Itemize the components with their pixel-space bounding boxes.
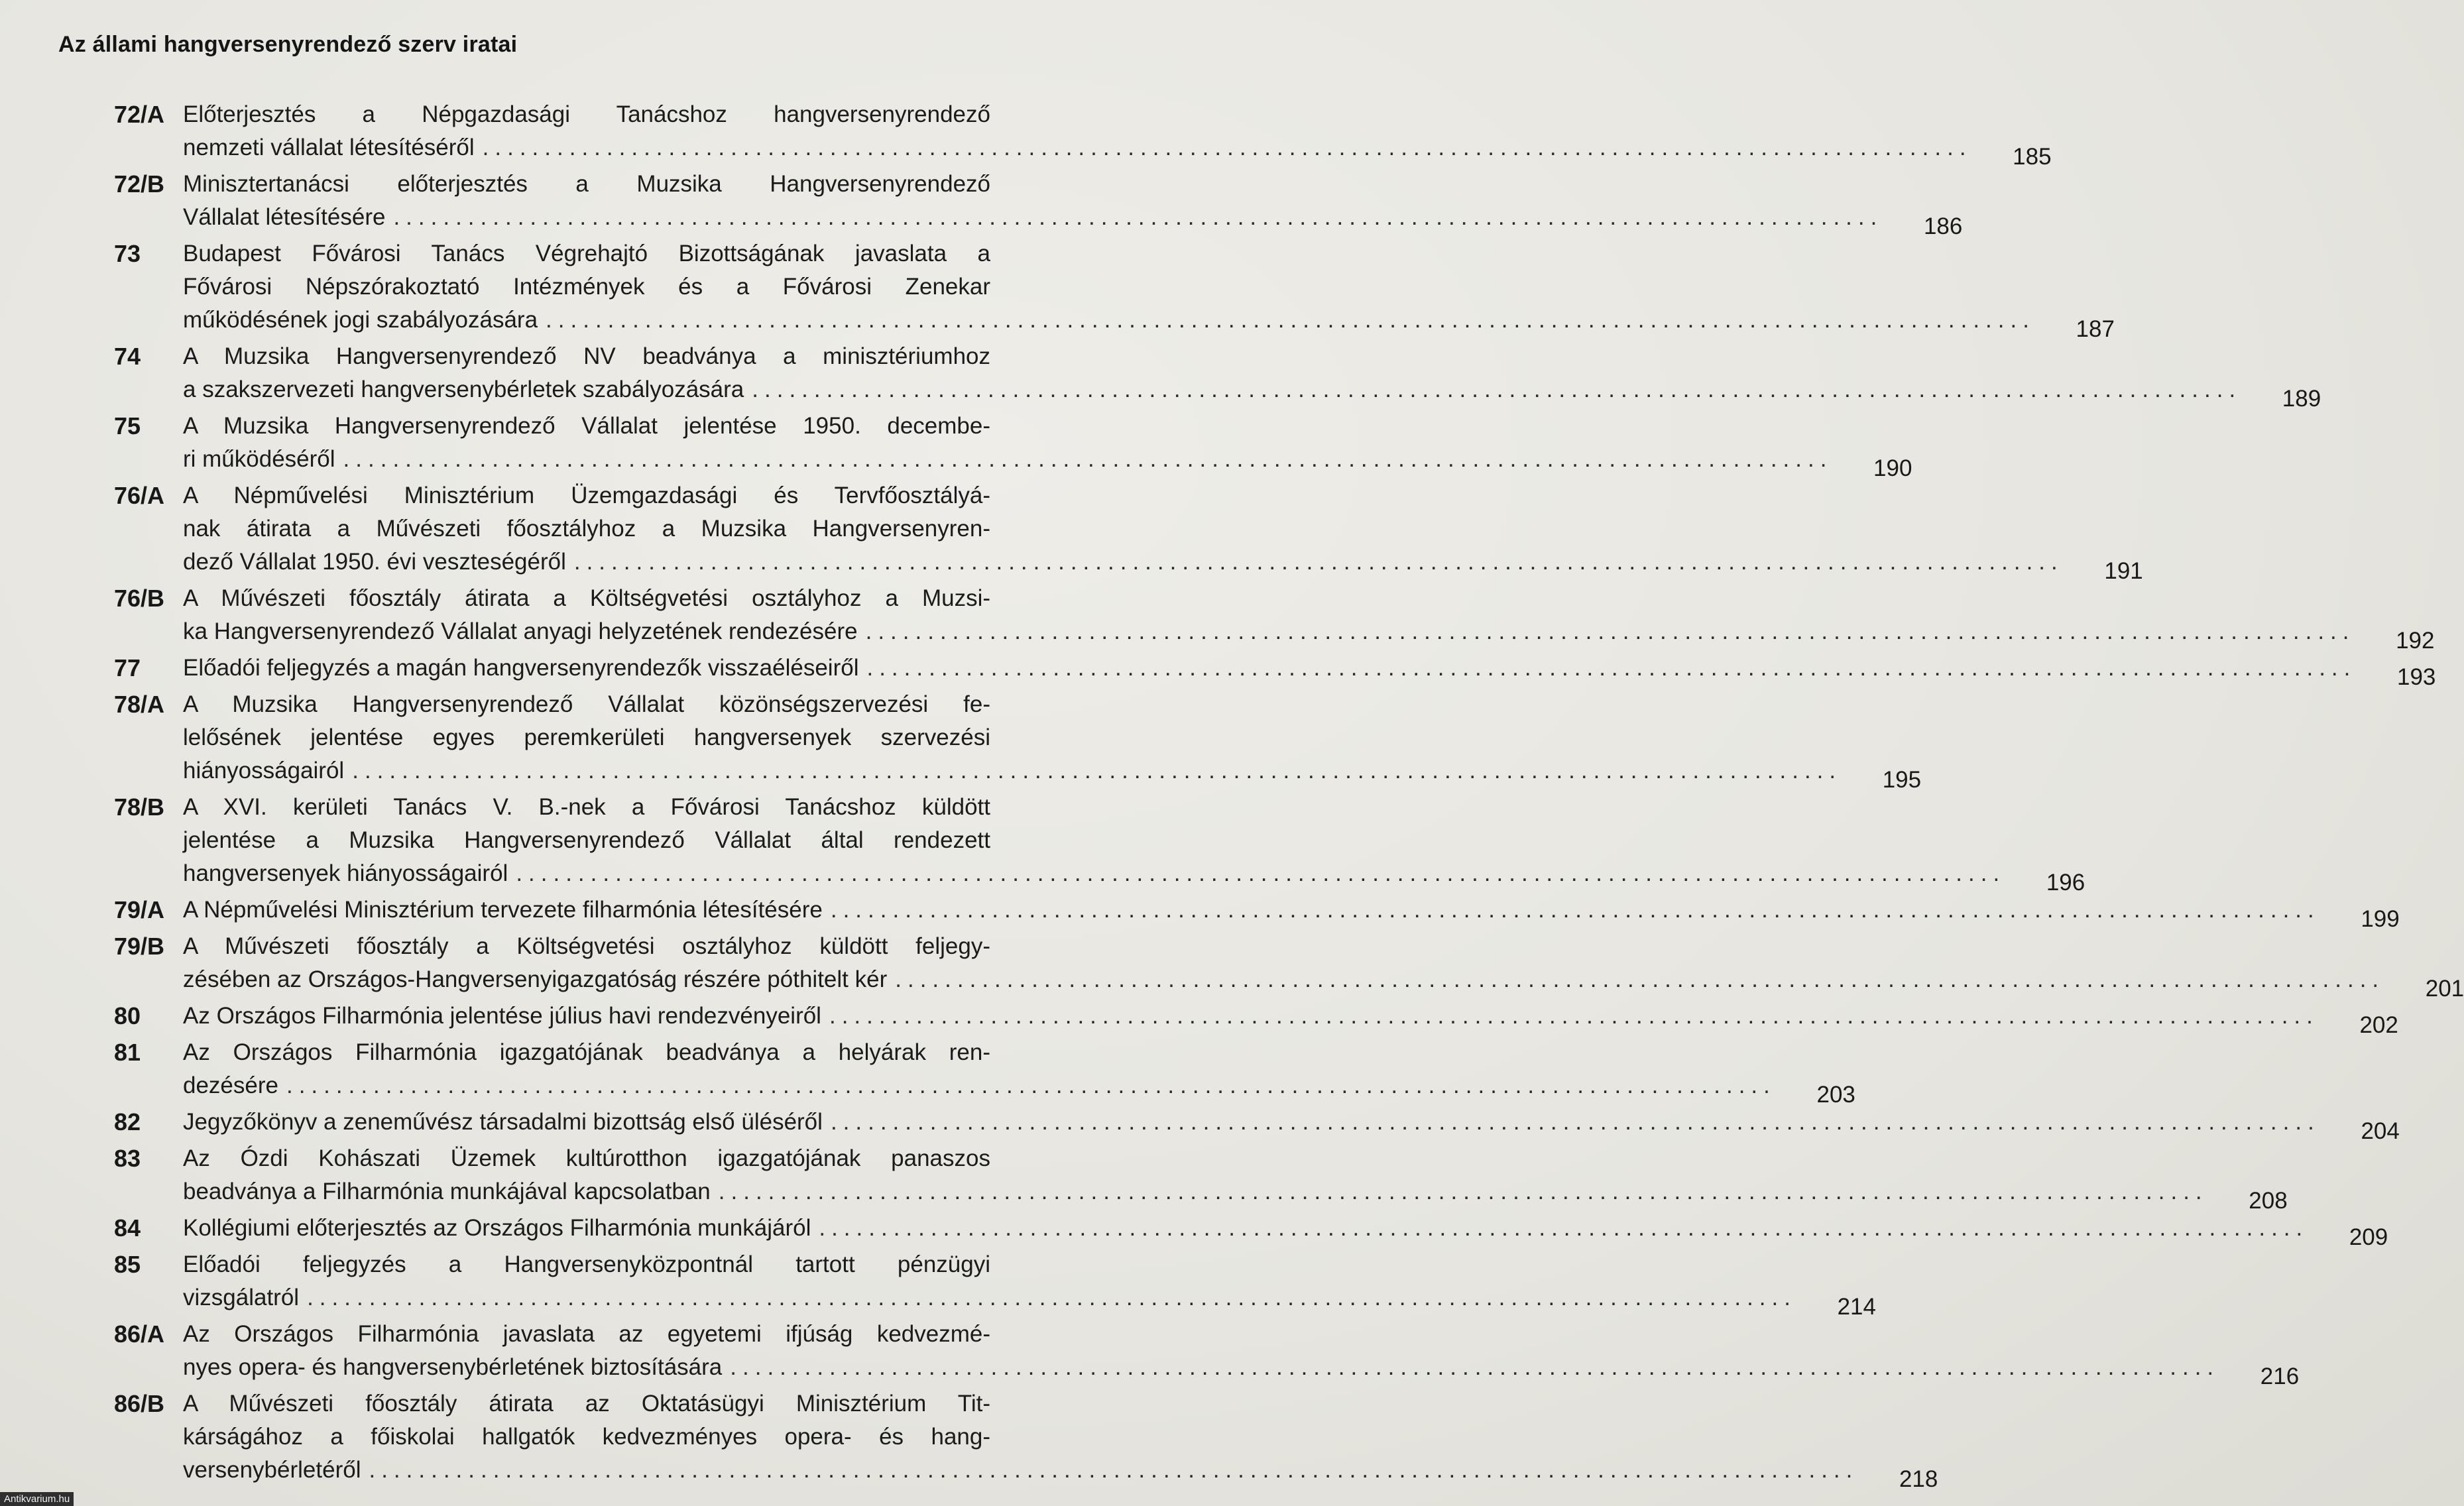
dot-leader: ........................................................................................................................: [286, 1072, 1776, 1098]
title-last-line: [183, 1000, 2398, 1038]
title-last-line: [183, 1106, 2400, 1144]
title-last-line: [183, 1281, 1876, 1320]
title-line: Budapest Fővárosi Tanács Végrehajtó Bizottságának javaslata a: [183, 241, 990, 266]
title-last-line: [183, 652, 2436, 690]
dot-leader: ........................................................................................................................: [866, 655, 2357, 681]
dot-leader: ........................................................................................................................: [393, 204, 1883, 230]
toc-entry: [114, 479, 2143, 584]
title-line: vizsgálatról: [183, 1285, 300, 1310]
watermark: Antikvarium.hu: [0, 1492, 74, 1506]
title-line: beadványa a Filharmónia munkájával kapcsolatban: [183, 1179, 711, 1204]
document-number: 85: [114, 1251, 141, 1278]
dot-leader: ........................................................................................................................: [819, 1215, 2309, 1241]
dot-leader: ........................................................................................................................: [895, 966, 2385, 992]
entry-title: [183, 582, 2435, 654]
entry-title: [183, 1318, 2300, 1389]
title-line: dező Vállalat 1950. évi veszteségéről: [183, 549, 566, 575]
document-number: 80: [114, 1002, 141, 1029]
title-line: A Muzsika Hangversenyrendező NV beadványa a minisztériumhoz: [183, 343, 990, 369]
toc-entry: [114, 410, 1912, 481]
title-line: Előadói feljegyzés a Hangversenyközpontnál tartott pénzügyi: [183, 1251, 990, 1277]
dot-leader: ........................................................................................................................: [573, 549, 2064, 575]
toc-entry: [114, 1212, 2388, 1250]
title-line: A XVI. kerületi Tanács V. B.-nek a Fővárosi Tanácshoz küldött: [183, 794, 990, 820]
title-line: zésében az Országos-Hangversenyigazgatóság részére póthitelt kér: [183, 966, 888, 992]
toc-entry: [114, 98, 2052, 170]
page-number: 199: [2361, 906, 2400, 932]
title-last-line: [183, 963, 2464, 1002]
toc-entry: [114, 340, 2321, 412]
entry-title: [183, 1142, 2288, 1214]
toc-entry: [114, 652, 2436, 690]
title-last-line: [183, 131, 2052, 170]
toc-entry: [114, 168, 1963, 239]
title-line: Fővárosi Népszórakoztató Intézmények és a Fővárosi Zenekar: [183, 274, 990, 300]
title-line: A Művészeti főosztály a Költségvetési osztályhoz küldött feljegy-: [183, 933, 990, 959]
document-number: 84: [114, 1214, 141, 1242]
title-last-line: [183, 546, 2143, 584]
toc-entry: [114, 688, 1922, 793]
title-line: lelősének jelentése egyes peremkerületi hangversenyek szervezési: [183, 724, 990, 750]
page-number: 185: [2013, 144, 2052, 170]
title-line: ri működéséről: [183, 446, 335, 472]
title-line: A Művészeti főosztály átirata a Költségvetési osztályhoz a Muzsi-: [183, 585, 990, 611]
toc-entry: [114, 930, 2464, 1002]
entry-title: [183, 98, 2052, 170]
page-number: 203: [1816, 1082, 1855, 1108]
dot-leader: ........................................................................................................................: [482, 135, 1972, 160]
title-line: Előterjesztés a Népgazdasági Tanácshoz hangversenyrendező: [183, 101, 990, 127]
title-last-line: [183, 1212, 2388, 1250]
title-line: Az Országos Filharmónia igazgatójának beadványa a helyárak ren-: [183, 1039, 990, 1065]
title-line: jelentése a Muzsika Hangversenyrendező Vállalat által rendezett: [183, 827, 990, 853]
entry-title: [183, 930, 2464, 1002]
toc-entry: [114, 237, 2115, 342]
title-line: kárságához a főiskolai hallgatók kedvezményes opera- és hang-: [183, 1424, 990, 1450]
document-number: 73: [114, 240, 141, 267]
entry-title: [183, 340, 2321, 412]
title-line: nemzeti vállalat létesítéséről: [183, 135, 475, 160]
dot-leader: ........................................................................................................................: [829, 1003, 2319, 1029]
title-line: Jegyzőkönyv a zeneművész társadalmi bizottság első üléséről: [183, 1109, 823, 1135]
page-number: 216: [2260, 1363, 2300, 1389]
document-number: 78/B: [114, 793, 165, 821]
dot-leader: ........................................................................................................................: [369, 1457, 1859, 1483]
dot-leader: ........................................................................................................................: [730, 1354, 2220, 1380]
title-last-line: [183, 754, 1922, 793]
document-number: 75: [114, 412, 141, 439]
title-line: Minisztertanácsi előterjesztés a Muzsika Hangversenyrendező: [183, 171, 990, 197]
title-line: működésének jogi szabályozására: [183, 307, 538, 333]
title-line: nyes opera- és hangversenybérletének biztosítására: [183, 1354, 723, 1380]
entry-title: [183, 652, 2436, 690]
title-line: versenybérletéről: [183, 1457, 361, 1483]
title-last-line: [183, 443, 1912, 481]
dot-leader: ........................................................................................................................: [516, 860, 2006, 886]
document-number: 86/A: [114, 1320, 165, 1348]
toc-entry: [114, 1318, 2300, 1389]
entry-title: [183, 791, 2085, 896]
page-number: 218: [1899, 1466, 1938, 1492]
title-line: Az Országos Filharmónia jelentése július havi rendezvényeiről: [183, 1003, 821, 1029]
document-number: 76/A: [114, 482, 165, 509]
title-line: A Muzsika Hangversenyrendező Vállalat közönségszervezési fe-: [183, 691, 990, 717]
page-number: 201: [2425, 976, 2464, 1002]
document-number: 79/A: [114, 896, 165, 923]
toc-entry: [114, 1106, 2400, 1144]
entry-title: [183, 479, 2143, 584]
toc-entry: [114, 1036, 1855, 1108]
title-line: hiányosságairól: [183, 758, 345, 783]
page-number: 209: [2349, 1224, 2388, 1250]
page-number: 196: [2046, 870, 2085, 896]
page-heading: Az állami hangversenyrendező szerv iratai: [58, 32, 518, 57]
document-number: 86/B: [114, 1390, 165, 1417]
entry-title: [183, 1387, 1938, 1492]
dot-leader: ........................................................................................................................: [830, 897, 2320, 923]
title-last-line: [183, 1069, 1855, 1108]
title-line: Vállalat létesítésére: [183, 204, 386, 230]
entry-title: [183, 688, 1922, 793]
toc-entry: [114, 894, 2400, 932]
document-number: 74: [114, 343, 141, 370]
dot-leader: ........................................................................................................................: [830, 1109, 2320, 1135]
toc-entry: [114, 791, 2085, 896]
document-number: 82: [114, 1108, 141, 1135]
document-number: 83: [114, 1145, 141, 1172]
document-number: 72/B: [114, 170, 165, 198]
document-number: 78/A: [114, 691, 165, 718]
table-of-contents: [114, 98, 2464, 1492]
document-number: 72/A: [114, 101, 165, 128]
dot-leader: ........................................................................................................................: [343, 446, 1833, 472]
dot-leader: ........................................................................................................................: [352, 758, 1842, 783]
title-last-line: [183, 1454, 1938, 1492]
toc-entry: [114, 1142, 2288, 1214]
title-last-line: [183, 857, 2085, 896]
title-line: hangversenyek hiányosságairól: [183, 860, 508, 886]
dot-leader: ........................................................................................................................: [752, 376, 2242, 402]
dot-leader: ........................................................................................................................: [307, 1285, 1796, 1310]
title-line: A Muzsika Hangversenyrendező Vállalat jelentése 1950. decembe-: [183, 413, 990, 439]
title-last-line: [183, 201, 1963, 239]
title-last-line: [183, 615, 2435, 654]
title-line: A Népművelési Minisztérium tervezete filharmónia létesítésére: [183, 897, 823, 923]
title-line: A Népművelési Minisztérium Üzemgazdasági és Tervfőosztályá-: [183, 483, 990, 508]
page-number: 189: [2282, 386, 2321, 412]
document-number: 79/B: [114, 933, 165, 960]
entry-title: [183, 168, 1963, 239]
page-number: 192: [2396, 628, 2435, 654]
toc-entry: [114, 582, 2435, 654]
title-line: Kollégiumi előterjesztés az Országos Filharmónia munkájáról: [183, 1215, 811, 1241]
document-number: 77: [114, 654, 141, 681]
page-number: 193: [2396, 664, 2436, 690]
entry-title: [183, 410, 1912, 481]
title-last-line: [183, 373, 2321, 412]
entry-title: [183, 1036, 1855, 1108]
dot-leader: ........................................................................................................................: [865, 618, 2355, 644]
page-number: 195: [1882, 767, 1922, 793]
page-number: 208: [2249, 1188, 2288, 1214]
page-number: 214: [1837, 1294, 1876, 1320]
toc-entry: [114, 1248, 1876, 1320]
title-line: nak átirata a Művészeti főosztályhoz a Muzsika Hangversenyren-: [183, 516, 990, 542]
page-number: 202: [2359, 1012, 2398, 1038]
title-line: Előadói feljegyzés a magán hangversenyrendezők visszaéléseiről: [183, 655, 859, 681]
title-line: A Művészeti főosztály átirata az Oktatásügyi Minisztérium Tit-: [183, 1391, 990, 1417]
title-line: ka Hangversenyrendező Vállalat anyagi helyzetének rendezésére: [183, 618, 858, 644]
title-last-line: [183, 304, 2115, 342]
dot-leader: ........................................................................................................................: [546, 307, 2035, 333]
title-line: Az Országos Filharmónia javaslata az egyetemi ifjúság kedvezmé-: [183, 1321, 990, 1347]
page-number: 190: [1873, 455, 1912, 481]
toc-entry: [114, 1387, 1938, 1492]
page-number: 186: [1923, 213, 1963, 239]
entry-title: [183, 1248, 1876, 1320]
page-number: 204: [2361, 1118, 2400, 1144]
page-number: 187: [2076, 316, 2115, 342]
entry-title: [183, 237, 2115, 342]
title-line: a szakszervezeti hangversenybérletek szabályozására: [183, 376, 744, 402]
dot-leader: ........................................................................................................................: [718, 1179, 2208, 1204]
toc-entry: [114, 1000, 2398, 1038]
title-line: Az Ózdi Kohászati Üzemek kultúrotthon igazgatójának panaszos: [183, 1145, 990, 1171]
title-last-line: [183, 1175, 2288, 1214]
entry-title: [183, 1106, 2400, 1144]
title-last-line: [183, 1351, 2300, 1389]
entry-title: [183, 1000, 2398, 1038]
entry-title: [183, 1212, 2388, 1250]
document-number: 81: [114, 1039, 141, 1066]
title-line: dezésére: [183, 1072, 278, 1098]
document-number: 76/B: [114, 585, 165, 612]
page-number: 191: [2104, 558, 2143, 584]
